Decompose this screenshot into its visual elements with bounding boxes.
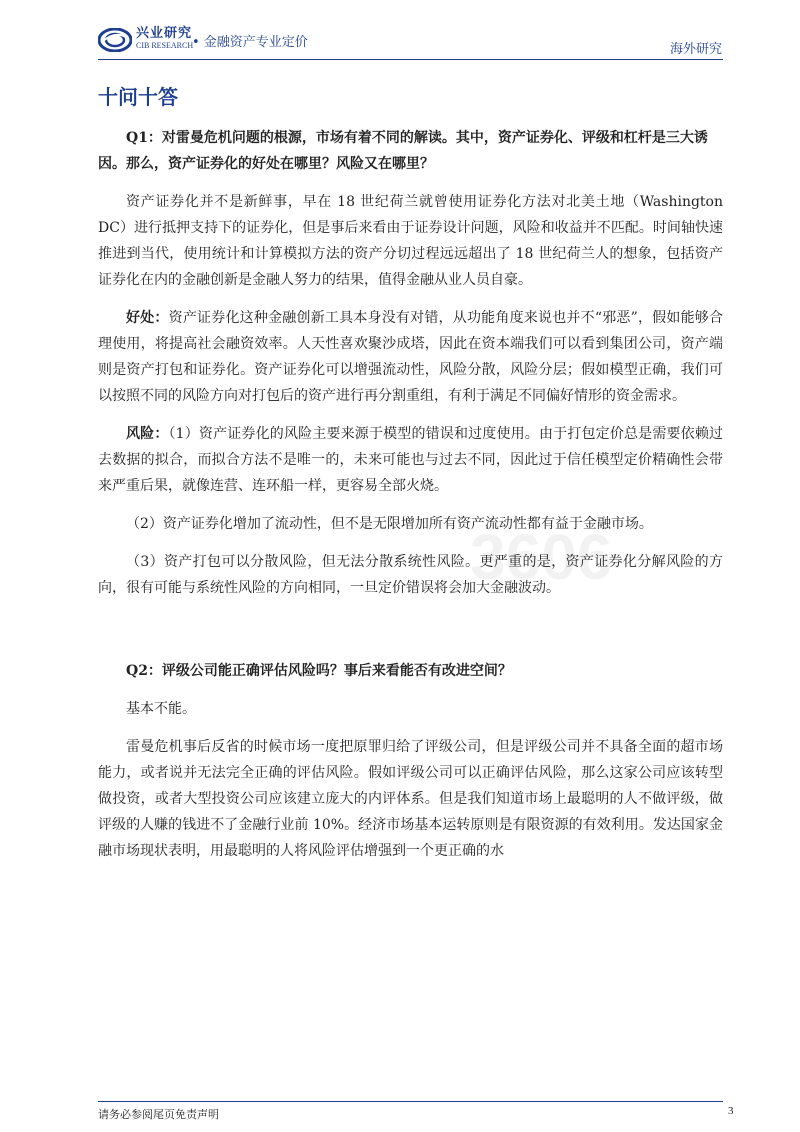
- q1-benefit-paragraph: [98, 305, 723, 409]
- q1-risk-paragraph: [98, 421, 723, 499]
- q1-risk-2: （2）资产证券化增加了流动性，但不是无限增加所有资产流动性都有益于金融市场。: [126, 516, 653, 532]
- risk-label: 风险：: [126, 426, 169, 442]
- q2-paragraph-1: 雷曼危机事后反省的时候市场一度把原罪归给了评级公司，但是评级公司并不具备全面的超市场能力，或者说并无法完全正确的评估风险。假如评级公司可以正确评估风险，那么这家公司应该转型做投资，或者大型投资公司应该建立庞大的内评体系。但是我们知道市场上最聪明的人不做评级，做评级的人赚的钱进不了金融行业前 10%。经济市场基本运转原则是有限资源的有效利用。发达国家金融市场现状表明，用最聪明的人将风险评估增强到一个更正确的水: [98, 739, 723, 859]
- header-divider: [98, 59, 723, 60]
- brand-name-en: CIB RESEARCH: [136, 41, 194, 50]
- main-content: [98, 76, 723, 876]
- cib-logo-icon: [98, 28, 132, 52]
- risk-text: （1）资产证券化的风险主要来源于模型的错误和过度使用。由于打包定价总是需要依赖过去数据的拟合，而拟合方法不是唯一的，未来可能也与过去不同，因此过于信任模型定价精确性会带来严重后果，就像连营、连环船一样，更容易全部火烧。: [98, 426, 724, 494]
- q1-risk-3: （3）资产打包可以分散风险，但无法分散系统性风险。更严重的是，资产证券化分解风险的方向，很有可能与系统性风险的方向相同，一旦定价错误将会加大金融波动。: [98, 554, 723, 596]
- q2-short-answer: 基本不能。: [126, 701, 196, 717]
- footer-divider: [98, 1101, 723, 1102]
- spacer: [98, 613, 723, 658]
- page-number: 3: [728, 1105, 734, 1117]
- benefit-label: 好处：: [126, 310, 169, 326]
- section-title: 十问十答: [98, 85, 178, 109]
- question-1: Q1：对雷曼危机问题的根源，市场有着不同的解读。其中，资产证券化、评级和杠杆是三大诱因。那么，资产证券化的好处在哪里？风险又在哪里？: [98, 130, 708, 172]
- page-header: [0, 0, 800, 66]
- q1-paragraph-1: 资产证券化并不是新鲜事，早在 18 世纪荷兰就曾使用证券化方法对北美土地（Washington DC）进行抵押支持下的证券化，但是事后来看由于证券设计问题，风险和收益并不匹配。时间轴快速推进到当代，使用统计和计算模拟方法的资产分切过程远远超出了 18 世纪荷兰人的想象，包括资产证券化在内的金融创新是金融人努力的结果，值得金融从业人员自豪。: [98, 194, 723, 288]
- brand-name-cn: 兴业研究: [136, 26, 193, 41]
- benefit-text: 资产证券化这种金融创新工具本身没有对错，从功能角度来说也并不“邪恶”，假如能够合理使用，将提高社会融资效率。人天性喜欢聚沙成塔，因此在资本端我们可以看到集团公司，资产端则是资产打包和证券化。资产证券化可以增强流动性，风险分散，风险分层；假如模型正确，我们可以按照不同的风险方向对打包后的资产进行再分割重组，有利于满足不同偏好情形的资金需求。: [98, 310, 724, 404]
- brand: [136, 26, 193, 51]
- brand-tagline: • 金融资产专业定价: [192, 35, 308, 50]
- department-label: 海外研究: [669, 42, 722, 57]
- footer-disclaimer: 请务必参阅尾页免责声明: [98, 1108, 219, 1121]
- question-2: Q2：评级公司能正确评估风险吗？事后来看能否有改进空间？: [126, 663, 512, 679]
- watermark: 3606: [470, 521, 613, 593]
